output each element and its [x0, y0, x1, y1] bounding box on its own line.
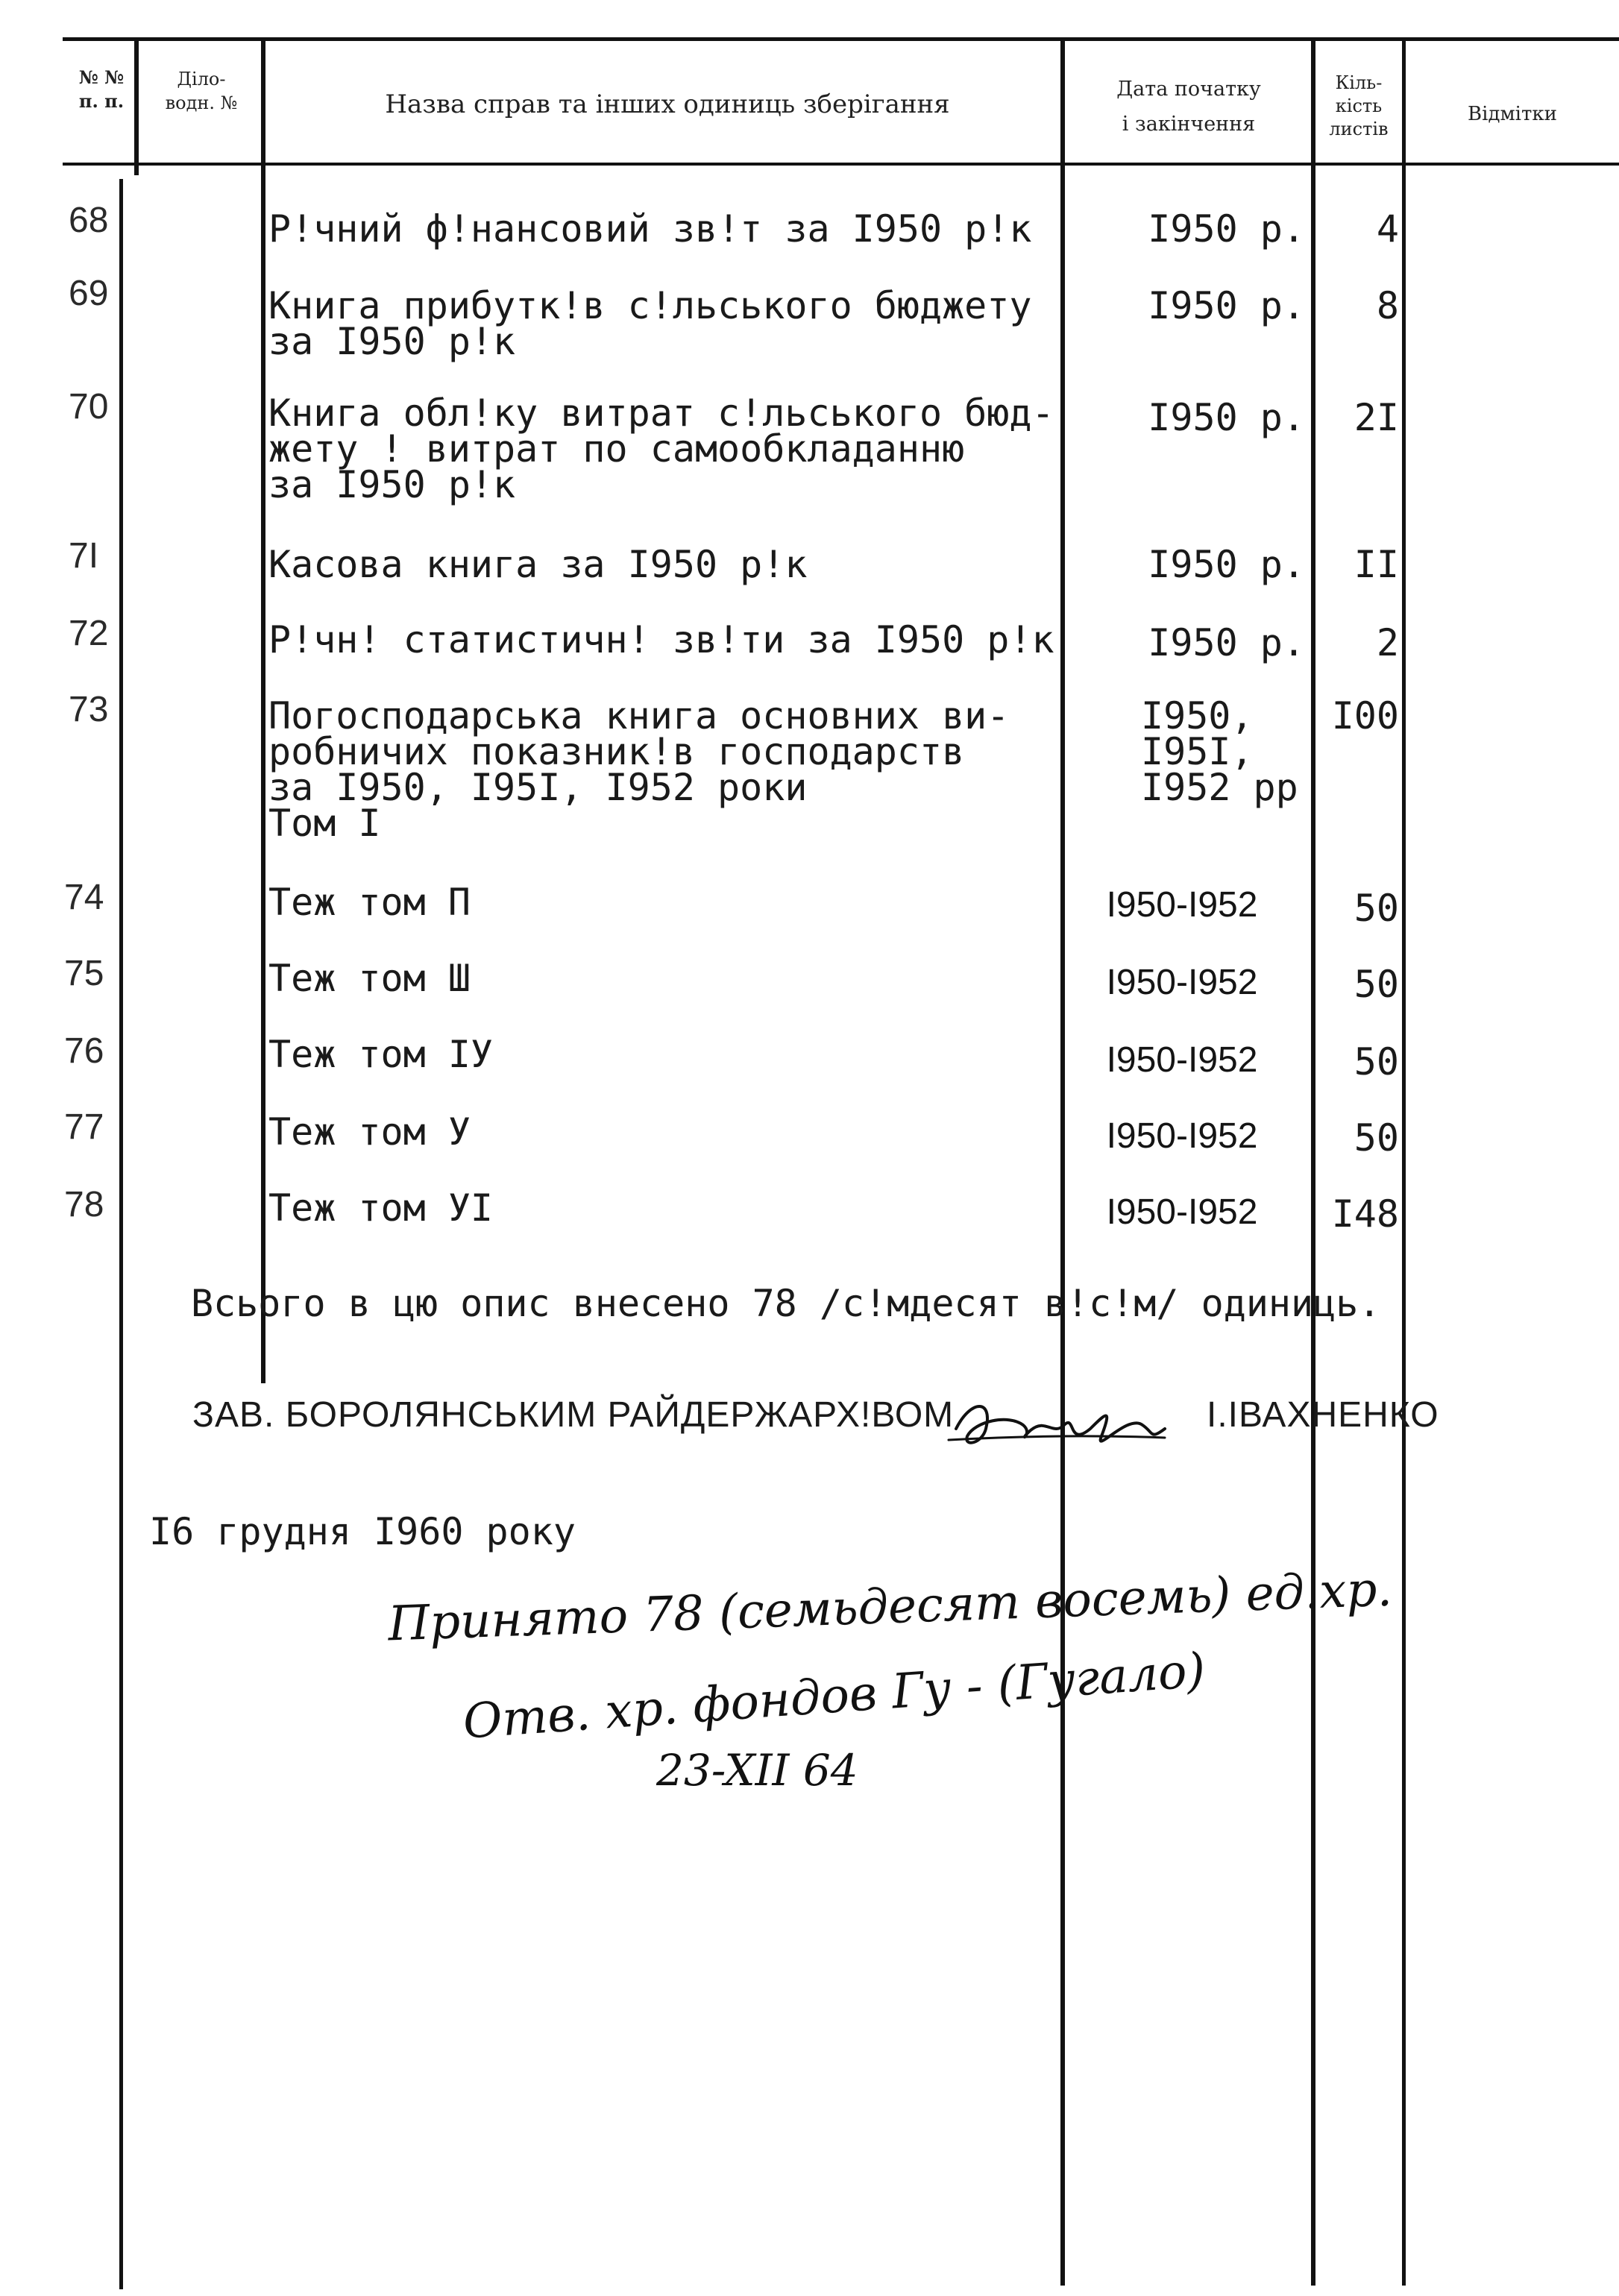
header-notes: Відмітки — [1468, 103, 1557, 125]
row-sheets: I00 — [1331, 694, 1399, 737]
row-dates: I950 р. — [1148, 284, 1305, 327]
row-dates: I950-I952 — [1106, 885, 1258, 925]
header-sheets: Кіль- кість листів — [1329, 72, 1389, 140]
row-title: Касова книга за I950 р!к — [268, 543, 808, 586]
row-title: Погосподарська книга основних ви- робничих показник!в господарств за I950, I95I, I952 роки Том I — [268, 694, 1010, 845]
header-no: № № п. п. — [78, 66, 125, 113]
row-title: Книга обл!ку витрат с!льського бюд- жету ! витрат по самообкладанню за I950 р!к — [268, 391, 1054, 506]
row-dates: I950 р. — [1148, 621, 1305, 664]
signature — [941, 1384, 1172, 1466]
row-number: 72 — [69, 614, 109, 653]
col-divider-5 — [1402, 41, 1406, 2286]
header-dates: Дата початку і закінчення — [1116, 78, 1261, 136]
col-divider-3 — [1060, 41, 1065, 2286]
head-name: I.IВАХНЕНКО — [1207, 1395, 1439, 1435]
header-office-no: Діло- водн. № — [165, 69, 238, 114]
row-title: Теж том УI — [268, 1186, 494, 1230]
row-number: 73 — [69, 690, 109, 729]
row-title: Теж том IУ — [268, 1033, 494, 1076]
row-number: 74 — [64, 878, 104, 917]
row-dates: I950-I952 — [1106, 1116, 1258, 1156]
row-sheets: 50 — [1354, 1040, 1399, 1083]
row-title: Теж том Ш — [268, 957, 471, 1000]
row-title: Теж том П — [268, 881, 471, 924]
row-number: 78 — [64, 1185, 104, 1224]
row-number: 76 — [64, 1031, 104, 1071]
row-title: Р!чн! статистичн! зв!ти за I950 р!к — [268, 618, 1054, 661]
row-sheets: I48 — [1331, 1192, 1399, 1236]
row-number: 70 — [69, 387, 109, 427]
row-sheets: II — [1354, 543, 1399, 586]
header-title: Назва справ та інших одиниць зберігання — [385, 89, 950, 119]
head-title: ЗАВ. БОРОЛЯНСЬКИМ РАЙДЕРЖАРХ!ВОМ — [192, 1395, 955, 1435]
row-sheets: 50 — [1354, 887, 1399, 930]
row-number: 77 — [64, 1107, 104, 1147]
left-margin-rule — [119, 179, 123, 2289]
row-sheets: 8 — [1376, 284, 1399, 327]
handwritten-date: 23-XII 64 — [656, 1745, 858, 1796]
row-title: Книга прибутк!в с!льського бюджету за I950 р!к — [268, 284, 1032, 363]
col-divider-2 — [261, 41, 265, 1383]
row-number: 75 — [64, 954, 104, 993]
document-date: I6 грудня I960 року — [149, 1510, 576, 1553]
handwritten-custodian-note: Отв. хр. фондов Гу - (Гугало) — [461, 1643, 1207, 1750]
row-sheets: 50 — [1354, 1116, 1399, 1160]
row-number: 68 — [69, 201, 109, 240]
row-sheets: 2 — [1376, 621, 1399, 664]
handwritten-acceptance-note: Принято 78 (семьдесят восемь) ед.хр. — [387, 1561, 1393, 1652]
row-dates: I950-I952 — [1106, 963, 1258, 1002]
header-bottom-rule — [63, 163, 1619, 166]
row-dates: I950 р. — [1148, 396, 1305, 439]
row-dates: I950-I952 — [1106, 1192, 1258, 1232]
row-dates: I950-I952 — [1106, 1040, 1258, 1080]
row-sheets: 2I — [1354, 396, 1399, 439]
row-number: 7I — [69, 536, 99, 576]
top-rule — [63, 37, 1619, 41]
row-dates: I950 р. — [1148, 543, 1305, 586]
row-dates: I950 р. — [1148, 207, 1305, 251]
col-divider-4 — [1311, 41, 1315, 2286]
row-sheets: 4 — [1376, 207, 1399, 251]
row-number: 69 — [69, 274, 109, 313]
row-title: Р!чний ф!нансовий зв!т за I950 р!к — [268, 207, 1032, 251]
total-statement: Всього в цю опис внесено 78 /с!мдесят в!с!м/ одиниць. — [191, 1282, 1381, 1325]
row-dates: I950, I95I, I952 рр — [1141, 694, 1298, 809]
row-title: Теж том У — [268, 1110, 471, 1154]
row-sheets: 50 — [1354, 963, 1399, 1006]
